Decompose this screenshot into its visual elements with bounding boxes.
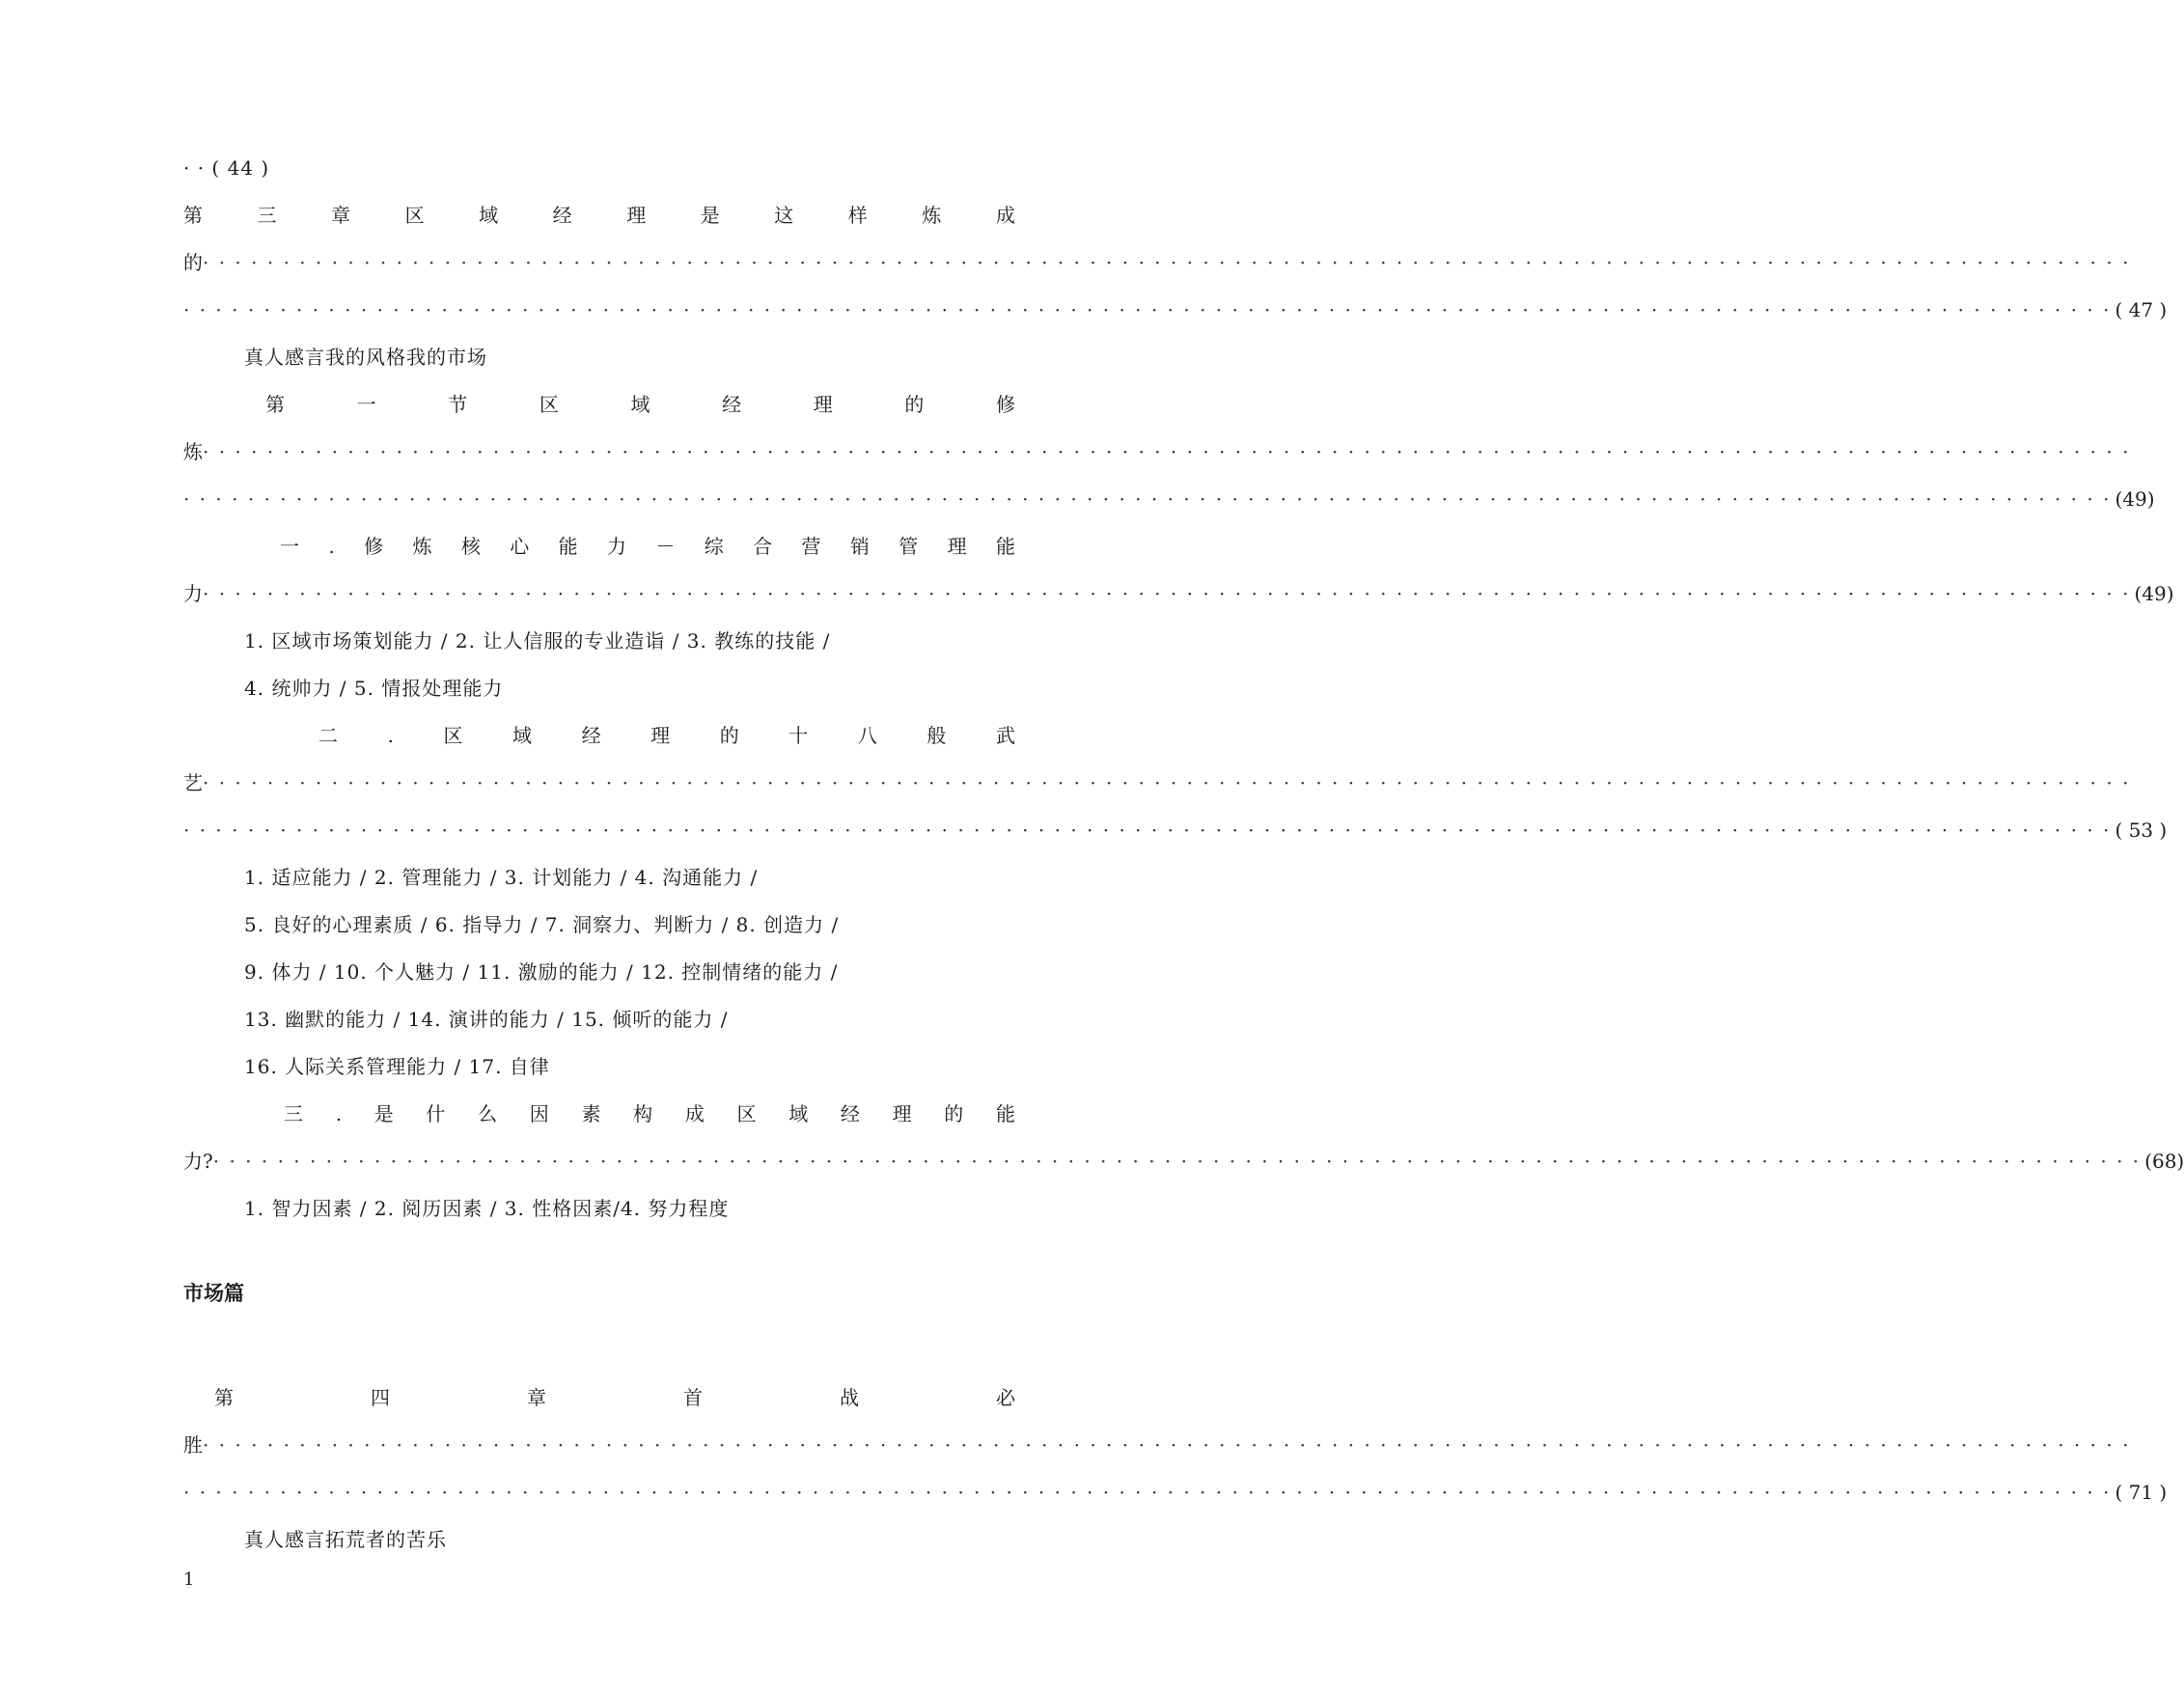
toc-title-char: 战 xyxy=(840,1386,859,1409)
toc-item-2-subitems-line-5: 16. 人际关系管理能力 / 17. 自律 xyxy=(244,1055,550,1078)
dot-leader: · · · · · · · · · · · · · · · · · · · · · · · · · · · · · · · · · · · · · · · · · · · · · · · · · · · · · · · · · · · · · · · · · · · · · · · · · · · · · · · · · · · · · · · · · · · · · · · · · · · · · · · · · · · · · · · · · · · · · · · · xyxy=(183,298,2112,321)
toc-chapter-3-page: ( 47 ) xyxy=(2115,298,2168,321)
toc-title-char: 修 xyxy=(364,535,384,558)
toc-title-char: 销 xyxy=(849,535,870,558)
toc-title-char: 域 xyxy=(630,393,650,416)
toc-title-char: 因 xyxy=(529,1102,549,1125)
toc-item-2-subitems-line-3: 9. 体力 / 10. 个人魅力 / 11. 激励的能力 / 12. 控制情绪的能力 / xyxy=(244,960,839,984)
toc-title-char: 构 xyxy=(633,1102,653,1125)
toc-title-char: 章 xyxy=(527,1386,546,1409)
dot-leader: · · · · · · · · · · · · · · · · · · · · · · · · · · · · · · · · · · · · · · · · · · · · · · · · · · · · · · · · · · · · · · · · · · · · · · · · · · · · · · · · · · · · · · · · · · · · · · · · · · · · · · · · · · · · · · · · · · · · · · · · xyxy=(183,1481,2112,1504)
toc-title-char: 区 xyxy=(736,1102,757,1125)
toc-title-char: 的 xyxy=(904,393,925,416)
dot-leader: · · · · · · · · · · · · · · · · · · · · · · · · · · · · · · · · · · · · · · · · · · · · · · · · · · · · · · · · · · · · · · · · · · · · · · · · · · · · · · · · · · · · · · · · · · · · · · · · · · · · · · · · · · · · · · · · · · · · · · · · xyxy=(203,440,2131,463)
toc-title-char: 素 xyxy=(581,1102,601,1125)
toc-title-char: 首 xyxy=(683,1386,703,1409)
toc-chapter-4-leader xyxy=(183,1429,2131,1461)
dot-leader: · · · · · · · · · · · · · · · · · · · · · · · · · · · · · · · · · · · · · · · · · · · · · · · · · · · · · · · · · · · · · · · · · · · · · · · · · · · · · · · · · · · · · · · · · · · · · · · · · · · · · · · · · · · · · · · · · · · · · · · · xyxy=(203,251,2131,274)
toc-title-char: 一 xyxy=(280,535,299,558)
toc-title-char: 武 xyxy=(995,724,1015,747)
toc-section-1-leader xyxy=(183,435,2131,468)
toc-title-char: 的 xyxy=(719,724,739,747)
toc-title-char: 第 xyxy=(265,393,285,416)
toc-item-2-leader xyxy=(183,766,2131,799)
toc-chapter-3-quote[interactable]: 真人感言我的风格我的市场 xyxy=(244,346,487,369)
toc-chapter-3-page-row xyxy=(183,293,2168,326)
toc-title-char: 是 xyxy=(373,1102,394,1125)
toc-title-char: 第 xyxy=(214,1386,234,1409)
toc-title-char: 能 xyxy=(995,1102,1015,1125)
toc-item-1-page: (49) xyxy=(2134,582,2174,605)
part-heading: 市场篇 xyxy=(183,1282,244,1305)
toc-title-char: 第 xyxy=(183,204,203,227)
toc-title-char: 理 xyxy=(650,724,671,747)
toc-title-char: 四 xyxy=(371,1386,390,1409)
toc-title-char: 这 xyxy=(774,204,794,227)
toc-title-char: 理 xyxy=(626,204,647,227)
toc-title-char: 样 xyxy=(847,204,868,227)
dot-leader: · · · · · · · · · · · · · · · · · · · · · · · · · · · · · · · · · · · · · · · · · · · · · · · · · · · · · · · · · · · · · · · · · · · · · · · · · · · · · · · · · · · · · · · · · · · · · · · · · · · · · · · · · · · · · · · · · · · · · · · · xyxy=(203,582,2131,605)
toc-title-char: 能 xyxy=(995,535,1015,558)
toc-chapter-3-title[interactable] xyxy=(183,199,1015,232)
toc-continuation-44: · · ( 44 ) xyxy=(183,156,270,180)
toc-item-3-subitems-line-1: 1. 智力因素 / 2. 阅历因素 / 3. 性格因素/4. 努力程度 xyxy=(244,1197,730,1220)
toc-title-char: 成 xyxy=(684,1102,705,1125)
toc-title-char: 区 xyxy=(443,724,463,747)
toc-item-2-subitems-line-1: 1. 适应能力 / 2. 管理能力 / 3. 计划能力 / 4. 沟通能力 / xyxy=(244,866,759,889)
toc-title-char: 的 xyxy=(944,1102,964,1125)
toc-chapter-4-title[interactable] xyxy=(214,1381,1015,1414)
toc-title-char: 营 xyxy=(801,535,821,558)
dot-leader: · · · · · · · · · · · · · · · · · · · · · · · · · · · · · · · · · · · · · · · · · · · · · · · · · · · · · · · · · · · · · · · · · · · · · · · · · · · · · · · · · · · · · · · · · · · · · · · · · · · · · · · · · · · · · · · · · · · · · · · · xyxy=(212,1150,2142,1173)
toc-title-char: 章 xyxy=(331,204,351,227)
toc-section-1-title[interactable] xyxy=(265,388,1015,421)
toc-item-1-title[interactable] xyxy=(280,530,1015,563)
toc-title-char: 二 xyxy=(318,724,338,747)
toc-title-char: 域 xyxy=(479,204,499,227)
toc-title-char: 域 xyxy=(512,724,533,747)
toc-chapter-3-tail: 的 xyxy=(183,251,203,274)
toc-item-2-tail: 艺 xyxy=(183,771,203,794)
toc-title-char: . xyxy=(335,1102,343,1125)
toc-item-1-subitems-line-1: 1. 区域市场策划能力 / 2. 让人信服的专业造诣 / 3. 教练的技能 / xyxy=(244,629,831,652)
toc-item-2-subitems-line-4: 13. 幽默的能力 / 14. 演讲的能力 / 15. 倾听的能力 / xyxy=(244,1008,729,1031)
toc-chapter-4-page-row xyxy=(183,1476,2168,1509)
toc-item-3-leader xyxy=(183,1145,2184,1178)
toc-title-char: 理 xyxy=(947,535,967,558)
toc-title-char: 区 xyxy=(539,393,559,416)
toc-title-char: 综 xyxy=(704,535,724,558)
toc-chapter-3-leader xyxy=(183,246,2131,279)
toc-title-char: 炼 xyxy=(922,204,942,227)
toc-item-2-page-row xyxy=(183,814,2168,846)
toc-chapter-4-quote[interactable]: 真人感言拓荒者的苦乐 xyxy=(244,1528,447,1551)
toc-title-char: 是 xyxy=(700,204,720,227)
toc-item-2-subitems-line-2: 5. 良好的心理素质 / 6. 指导力 / 7. 洞察力、判断力 / 8. 创造力 / xyxy=(244,913,840,936)
toc-title-char: 经 xyxy=(840,1102,860,1125)
toc-chapter-4-tail: 胜 xyxy=(183,1433,203,1457)
toc-title-char: 修 xyxy=(996,393,1015,416)
dot-leader: · · · · · · · · · · · · · · · · · · · · · · · · · · · · · · · · · · · · · · · · · · · · · · · · · · · · · · · · · · · · · · · · · · · · · · · · · · · · · · · · · · · · · · · · · · · · · · · · · · · · · · · · · · · · · · · · · · · · · · · · xyxy=(203,1433,2131,1457)
toc-title-char: 理 xyxy=(813,393,833,416)
toc-title-char: 一 xyxy=(356,393,376,416)
toc-item-3-tail: 力? xyxy=(183,1150,213,1173)
toc-item-3-page: (68) xyxy=(2144,1150,2184,1173)
page-number: 1 xyxy=(183,1569,195,1590)
toc-title-char: 三 xyxy=(257,204,277,227)
toc-title-char: 般 xyxy=(926,724,947,747)
toc-title-char: 十 xyxy=(788,724,809,747)
toc-title-char: 必 xyxy=(996,1386,1015,1409)
toc-title-char: 八 xyxy=(857,724,877,747)
dot-leader: · · · · · · · · · · · · · · · · · · · · · · · · · · · · · · · · · · · · · · · · · · · · · · · · · · · · · · · · · · · · · · · · · · · · · · · · · · · · · · · · · · · · · · · · · · · · · · · · · · · · · · · · · · · · · · · · · · · · · · · · xyxy=(183,819,2112,842)
toc-title-char: . xyxy=(328,535,335,558)
toc-item-1-leader xyxy=(183,577,2174,610)
toc-title-char: － xyxy=(655,535,676,558)
toc-title-char: 炼 xyxy=(412,535,432,558)
toc-title-char: 经 xyxy=(722,393,742,416)
toc-title-char: 什 xyxy=(426,1102,446,1125)
toc-item-2-title[interactable] xyxy=(318,719,1015,752)
toc-title-char: 节 xyxy=(448,393,468,416)
toc-title-char: 合 xyxy=(753,535,773,558)
toc-chapter-4-page: ( 71 ) xyxy=(2115,1481,2168,1504)
toc-title-char: 经 xyxy=(552,204,572,227)
toc-section-1-page-row xyxy=(183,483,2155,515)
toc-title-char: 心 xyxy=(510,535,530,558)
toc-title-char: 区 xyxy=(404,204,425,227)
toc-section-1-page: (49) xyxy=(2115,487,2155,511)
toc-title-char: 三 xyxy=(284,1102,303,1125)
toc-section-1-tail: 炼 xyxy=(183,440,203,463)
toc-title-char: 理 xyxy=(892,1102,912,1125)
toc-title-char: 能 xyxy=(558,535,578,558)
toc-title-char: 管 xyxy=(898,535,919,558)
dot-leader: · · · · · · · · · · · · · · · · · · · · · · · · · · · · · · · · · · · · · · · · · · · · · · · · · · · · · · · · · · · · · · · · · · · · · · · · · · · · · · · · · · · · · · · · · · · · · · · · · · · · · · · · · · · · · · · · · · · · · · · · xyxy=(203,771,2131,794)
toc-title-char: 核 xyxy=(460,535,481,558)
dot-leader: · · · · · · · · · · · · · · · · · · · · · · · · · · · · · · · · · · · · · · · · · · · · · · · · · · · · · · · · · · · · · · · · · · · · · · · · · · · · · · · · · · · · · · · · · · · · · · · · · · · · · · · · · · · · · · · · · · · · · · · · xyxy=(183,487,2112,511)
toc-item-2-page: ( 53 ) xyxy=(2115,819,2168,842)
toc-title-char: 经 xyxy=(581,724,601,747)
toc-item-1-subitems-line-2: 4. 统帅力 / 5. 情报处理能力 xyxy=(244,677,504,700)
toc-title-char: 域 xyxy=(788,1102,809,1125)
toc-title-char: 力 xyxy=(606,535,626,558)
toc-title-char: 成 xyxy=(995,204,1015,227)
toc-title-char: 么 xyxy=(478,1102,498,1125)
toc-item-1-tail: 力 xyxy=(183,582,203,605)
toc-item-3-title[interactable] xyxy=(284,1097,1015,1130)
toc-title-char: . xyxy=(387,724,394,747)
